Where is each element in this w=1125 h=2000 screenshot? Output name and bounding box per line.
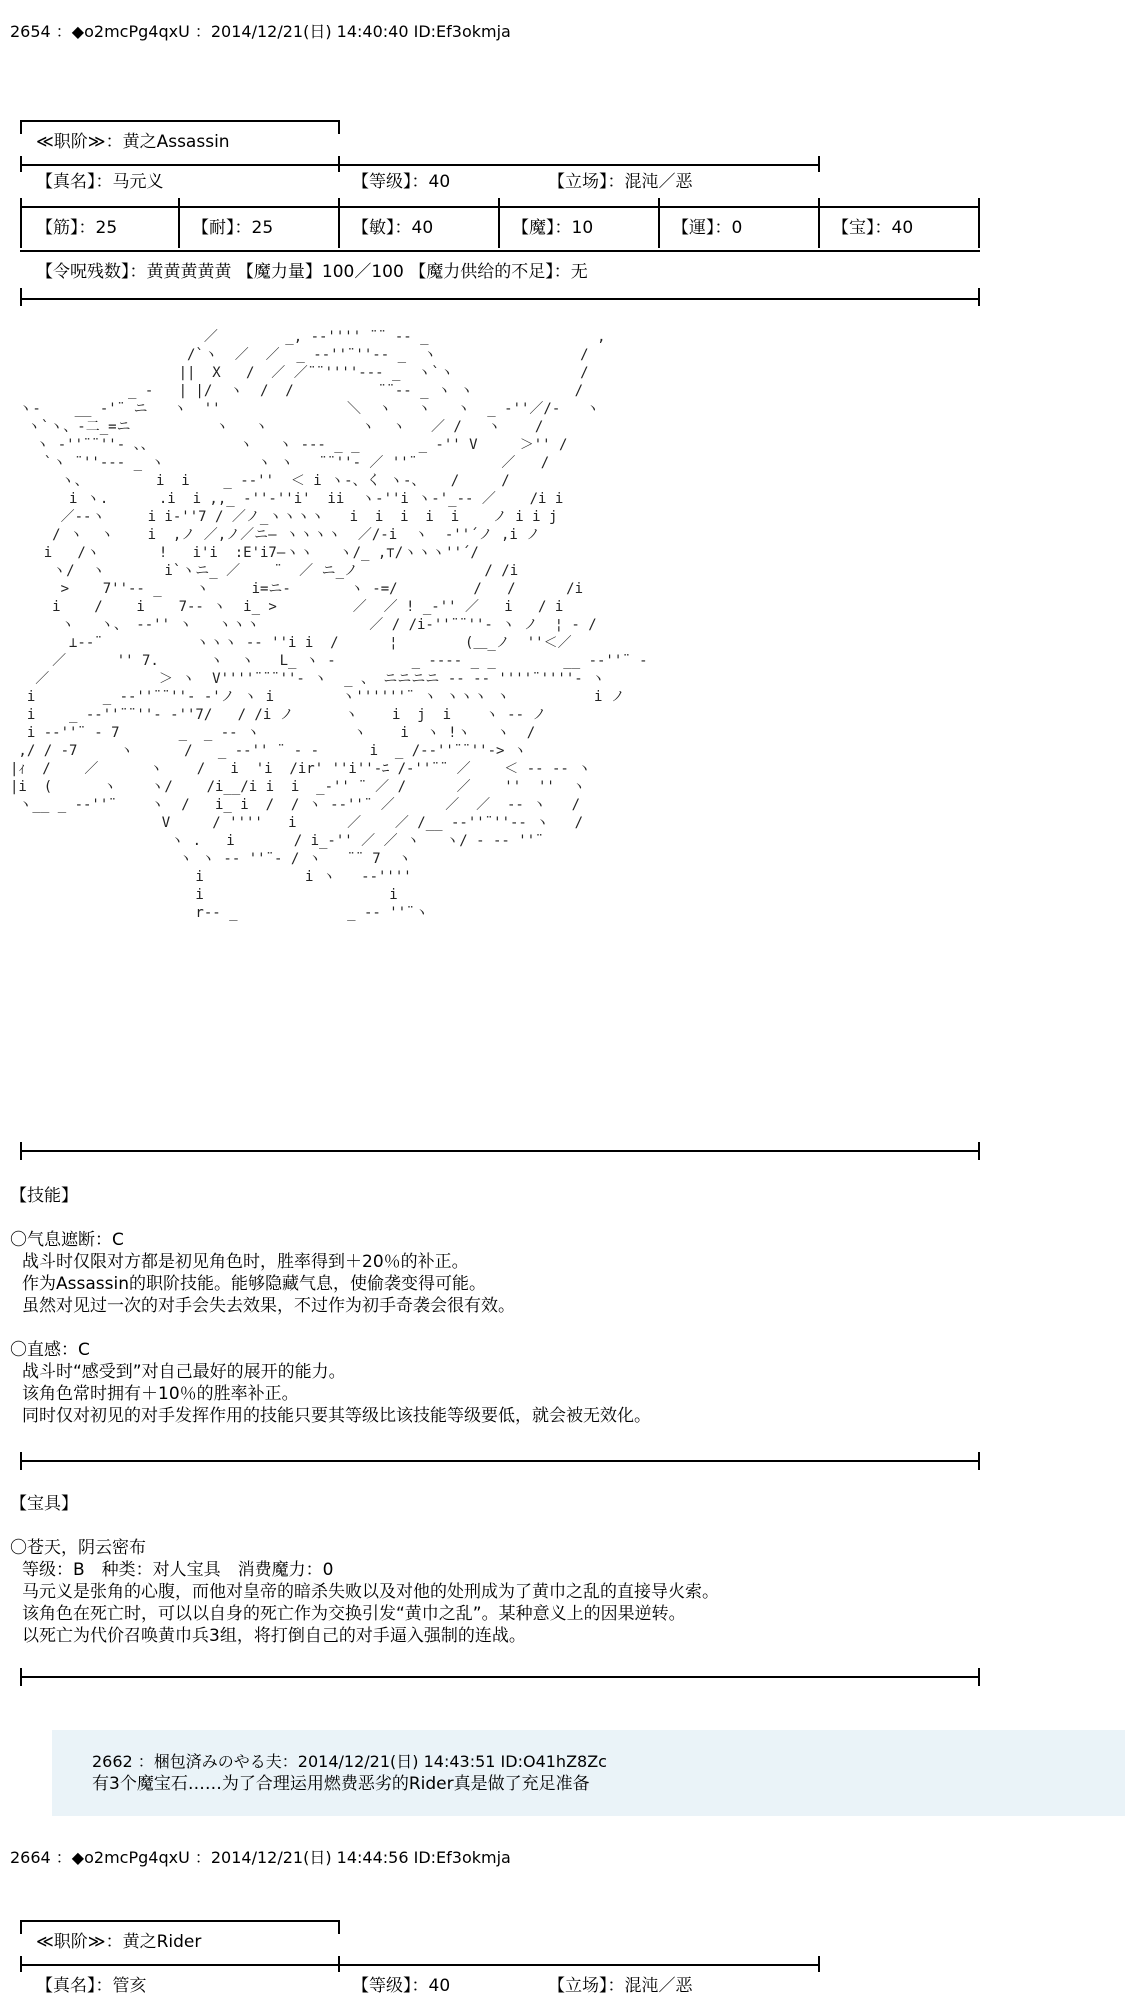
frame-line: [978, 1668, 980, 1686]
stat-np: 【宝】：40: [832, 218, 914, 238]
reply-text: 有3个魔宝石……为了合理运用燃费恶劣的Rider真是做了充足准备: [92, 1774, 590, 1794]
skill-name: 〇气息遮断：C: [10, 1230, 124, 1250]
np-description: 马元义是张角的心腹，而他对皇帝的暗杀失败以及对他的处刑成为了黄巾之乱的直接导火索。: [22, 1582, 719, 1602]
frame-line: [20, 1676, 980, 1678]
stat-end: 【耐】：25: [192, 218, 274, 238]
frame-line: [20, 164, 820, 166]
frame-line: [818, 156, 820, 172]
frame-line: [20, 120, 340, 122]
frame-line: [978, 1452, 980, 1470]
skill-description: 该角色常时拥有＋10％的胜率补正。: [22, 1384, 299, 1404]
frame-line: [20, 1460, 980, 1462]
frame-line: [338, 1920, 340, 1934]
level: 【等级】：40: [352, 1976, 451, 1996]
skills-title: 【技能】: [10, 1186, 78, 1206]
frame-line: [20, 1964, 820, 1966]
frame-line: [338, 156, 340, 172]
stat-str: 【筋】：25: [36, 218, 118, 238]
frame-line: [20, 298, 980, 300]
np-description: 等级：B 种类：对人宝具 消费魔力：0: [22, 1560, 334, 1580]
frame-line: [20, 1452, 22, 1470]
frame-line: [978, 198, 980, 248]
frame-line: [20, 156, 22, 172]
frame-line: [978, 288, 980, 306]
alignment: 【立场】：混沌／恶: [548, 172, 693, 192]
stat-luk: 【運】：0: [672, 218, 743, 238]
frame-line: [338, 120, 340, 134]
frame-line: [978, 1142, 980, 1160]
frame-line: [338, 1956, 340, 1972]
np-name: 〇苍天，阴云密布: [10, 1538, 146, 1558]
np-description: 该角色在死亡时，可以以自身的死亡作为交换引发“黄巾之乱”。某种意义上的因果逆转。: [22, 1604, 686, 1624]
frame-line: [818, 1956, 820, 1972]
stat-agi: 【敏】：40: [352, 218, 434, 238]
alignment: 【立场】：混沌／恶: [548, 1976, 693, 1996]
skill-name: 〇直感：C: [10, 1340, 90, 1360]
command-spells: 【令呪残数】：黄黄黄黄黄 【魔力量】100／100 【魔力供给的不足】：无: [36, 262, 588, 282]
frame-line: [20, 288, 22, 306]
skill-description: 战斗时“感受到”对自己最好的展开的能力。: [22, 1362, 346, 1382]
skill-description: 同时仅对初见的对手发挥作用的技能只要其等级比该技能等级要低，就会被无效化。: [22, 1406, 651, 1426]
frame-line: [20, 1956, 22, 1972]
reply-header: 2662 ：梱包済みのやる夫：2014/12/21(日) 14:43:51 ID:O41hZ8Zc: [92, 1752, 607, 1771]
frame-line: [658, 198, 660, 248]
post-header: 2664 ：◆o2mcPg4qxU ：2014/12/21(日) 14:44:56 ID:Ef3okmja: [10, 1848, 511, 1867]
skill-description: 虽然对见过一次的对手会失去效果，不过作为初手奇袭会很有效。: [22, 1296, 515, 1316]
frame-line: [338, 198, 340, 248]
frame-line: [20, 1920, 340, 1922]
frame-line: [20, 198, 22, 248]
skill-description: 作为Assassin的职阶技能。能够隐藏气息，使偷袭变得可能。: [22, 1274, 486, 1294]
level: 【等级】：40: [352, 172, 451, 192]
frame-line: [20, 1920, 22, 1934]
class-label: ≪职阶≫：黄之Assassin: [36, 132, 230, 152]
frame-line: [20, 206, 980, 208]
frame-line: [20, 120, 22, 134]
true-name: 【真名】：管亥: [36, 1976, 147, 1996]
frame-line: [20, 1668, 22, 1686]
frame-line: [498, 198, 500, 248]
frame-line: [178, 198, 180, 248]
frame-line: [20, 1150, 980, 1152]
stat-mag: 【魔】：10: [512, 218, 594, 238]
skill-description: 战斗时仅限对方都是初见角色时，胜率得到＋20％的补正。: [22, 1252, 469, 1272]
class-label: ≪职阶≫：黄之Rider: [36, 1932, 202, 1952]
post-header: 2654 ：◆o2mcPg4qxU ：2014/12/21(日) 14:40:40 ID:Ef3okmja: [10, 22, 511, 41]
np-title: 【宝具】: [10, 1494, 78, 1514]
frame-line: [20, 250, 980, 252]
frame-line: [20, 1142, 22, 1160]
ascii-art-character: ／ _, -‐'''' ¨¨ ‐- _ , /`ヽ ／ ／ _ -‐''¨''‐- _ ヽ / || X / ／ ／¨¨''''‐-- _ ヽ`ヽ / _ - | |/ ヽ / / ¨¨‐- _ ヽ ヽ / ヽ- __ -'¨ ニ ヽ '' ＼ ヽ ヽ ヽ _ ‐''／/- ヽ ヽ`ヽ、-二_=ニ ヽ ヽ ヽ ヽ ／ / ヽ / ヽ ‐''¨¨''‐ 、、 ヽ ヽ ‐-- _ _ _ ‐'' V ＞'' / `ヽ ¨''‐-- _ ヽ ヽ ヽ ¨¨''‐ ／ ''¨ ／ / ヽ、 i i _ -‐'' ＜ i ヽ-、く ヽ-、 / / i ヽ. .i i ,,_ -''‐''i' ii ヽ-''i ヽ-'_-‐ ／ /i i ／-‐ヽ i i‐''7 / ／ノ_ヽヽヽヽ i i i i i ノ i i j / ヽ ヽ i ,ノ ／,ノ／ニ― ヽヽヽヽ ／/-i ヽ ‐''´ノ ,i ノ i /ヽ ! i'i :E'i7―ヽヽ ヽ/_ ,⊤/ヽヽヽ''´/ ヽ/ ヽ i`ヽニ_ ／ ¨ ／ ニ_ノ / /i > 7''-- _ ヽ i=ニ‐ ヽ -=/ / / /i i / i 7-- ヽ i_ > ／ ／ ! _‐'' ／ i / i ヽ ヽ、 -‐'' ヽ ヽヽヽ ／ / /i‐''¨¨''‐ ヽ ノ ¦ ‐ / ⊥-‐¨ ヽヽヽ -- ''i i / ¦ (＿_ノ ''＜／ ／ '' 7. ヽ ヽ L_ ヽ - _ -‐‐- _ _ __ -‐''¨ ‐ ／ ＞ ヽ V''''¨¨¨''‐ ヽ _ 、 ニニニニ ‐‐ -- ''''¨''''‐ ヽ i _ -‐''¨¨''‐ -'ノ ヽ i ヽ''''''¨ ヽ ヽヽヽ ヽ i ノ i _ -‐''¨¨''‐ -''7/ / /i ノ ヽ i j i ヽ -‐ ノ i -‐''¨ ‐ 7 _ _ -‐ ヽ ヽ i ヽ !ヽ ヽ / ,/ / ‐7 ヽ / _ -‐'' ¨ ‐ - i _ /‐‐''¨¨''‐> ヽ |ｨ / ／ ヽ / i 'i /ir' ''i''-ﾆ /‐''¨¨ ／ ＜ -‐ -‐ ヽ |i ( ヽ ヽ/ /i__/i i i _‐'' ¨ ／ / ／ '' '' ヽ ヽ__ _ -‐''¨ ヽ / i_ i / / ヽ ‐‐''¨ ／ ／ ／ -‐ ヽ / V / '''' i ／ ／ /__ -‐''¨''‐‐ ヽ / ヽ . i / i_‐'' ／ ／ ヽ ヽ/ ‐ -- ''¨ ヽ ヽ -- ''¨‐ / ヽ ¨¨ 7 ヽ i i ヽ ‐‐'''' i i r-- _ _ -- ''¨ヽ: [10, 329, 648, 921]
reply-quote-box: [52, 1730, 1125, 1816]
true-name: 【真名】：马元义: [36, 172, 164, 192]
np-description: 以死亡为代价召唤黄巾兵3组，将打倒自己的对手逼入强制的连战。: [22, 1626, 526, 1646]
frame-line: [818, 198, 820, 248]
